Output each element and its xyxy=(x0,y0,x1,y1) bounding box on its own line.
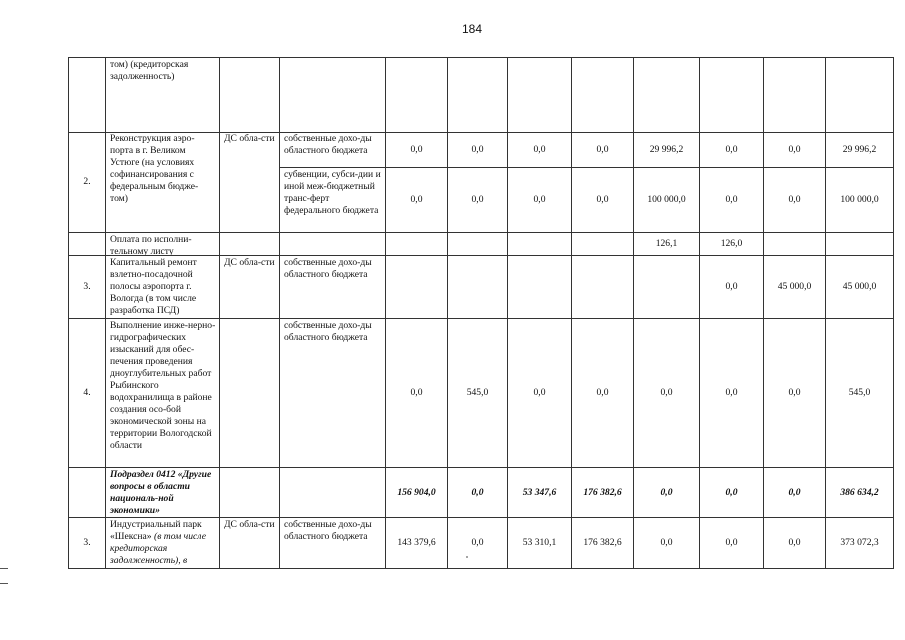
source-cell xyxy=(280,468,386,518)
page-number: 184 xyxy=(461,22,483,36)
value-cell xyxy=(508,233,572,256)
value-cell xyxy=(634,57,700,133)
value-cell: 143 379,6 xyxy=(386,518,448,569)
value-cell: 126,0 xyxy=(700,233,764,256)
value-cell xyxy=(572,256,634,319)
responsible-cell xyxy=(220,57,280,133)
value-cell xyxy=(448,256,508,319)
value-cell: 0,0 xyxy=(764,518,826,569)
event-name-cell xyxy=(106,518,220,569)
value-cell: 0,0 xyxy=(386,319,448,468)
row-number-cell: 4. xyxy=(68,319,106,468)
total-cell: 545,0 xyxy=(826,319,894,468)
value-cell xyxy=(764,233,826,256)
value-cell: 0,0 xyxy=(634,468,700,518)
event-name-main: Индустриальный парк «Шексна» xyxy=(110,519,202,542)
value-cell: 0,0 xyxy=(700,132,764,168)
responsible-cell: ДС обла-сти xyxy=(220,132,280,233)
value-cell xyxy=(448,57,508,133)
row-number-cell: 3. xyxy=(68,518,106,569)
source-cell: собственные дохо-ды областного бюджета xyxy=(280,132,386,168)
value-cell xyxy=(508,256,572,319)
value-cell: 53 347,6 xyxy=(508,468,572,518)
responsible-cell xyxy=(220,233,280,256)
total-cell: 45 000,0 xyxy=(826,256,894,319)
responsible-cell: ДС обла-сти xyxy=(220,518,280,569)
value-cell: 0,0 xyxy=(386,132,448,168)
total-cell xyxy=(826,57,894,133)
total-cell: 29 996,2 xyxy=(826,132,894,168)
event-name-italic: (в том числе кредиторская задолженность), в xyxy=(110,531,206,566)
source-cell: собственные дохо-ды областного бюджета xyxy=(280,256,386,319)
source-cell: собственные дохо-ды областного бюджета xyxy=(280,518,386,569)
responsible-cell xyxy=(220,319,280,468)
value-cell xyxy=(572,57,634,133)
value-cell: 0,0 xyxy=(448,132,508,168)
value-cell: 0,0 xyxy=(634,319,700,468)
subsection-title-cell: Подраздел 0412 «Другие вопросы в области националь-ной экономики» xyxy=(106,468,220,518)
value-cell: 0,0 xyxy=(448,518,508,569)
row-number-cell xyxy=(68,468,106,518)
total-cell: 386 634,2 xyxy=(826,468,894,518)
row-number-cell: 2. xyxy=(68,132,106,233)
value-cell: 0,0 xyxy=(386,168,448,233)
value-cell: 0,0 xyxy=(764,319,826,468)
value-cell xyxy=(700,57,764,133)
value-cell: 0,0 xyxy=(700,468,764,518)
value-cell: 176 382,6 xyxy=(572,518,634,569)
value-cell: 45 000,0 xyxy=(764,256,826,319)
value-cell: 126,1 xyxy=(634,233,700,256)
row-number-cell xyxy=(68,233,106,256)
value-cell: 0,0 xyxy=(572,319,634,468)
value-cell: 0,0 xyxy=(508,319,572,468)
value-cell: 0,0 xyxy=(634,518,700,569)
value-cell: 176 382,6 xyxy=(572,468,634,518)
scan-dot xyxy=(466,556,468,558)
value-cell xyxy=(386,57,448,133)
value-cell: 0,0 xyxy=(448,168,508,233)
value-cell xyxy=(448,233,508,256)
value-cell: 0,0 xyxy=(700,319,764,468)
responsible-cell: ДС обла-сти xyxy=(220,256,280,319)
value-cell xyxy=(634,256,700,319)
value-cell: 0,0 xyxy=(700,518,764,569)
value-cell: 0,0 xyxy=(508,168,572,233)
source-cell: субвенции, субси-дии и иной меж-бюджетный транс-ферт федерального бюджета xyxy=(280,168,386,233)
event-name-cell: Капитальный ремонт взлетно-посадочной полосы аэропорта г. Вологда (в том числе разработка ПСД) xyxy=(106,256,220,319)
value-cell: 0,0 xyxy=(508,132,572,168)
value-cell xyxy=(764,57,826,133)
value-cell: 0,0 xyxy=(448,468,508,518)
source-cell xyxy=(280,57,386,133)
responsible-cell xyxy=(220,468,280,518)
value-cell xyxy=(508,57,572,133)
value-cell: 0,0 xyxy=(764,132,826,168)
value-cell: 100 000,0 xyxy=(634,168,700,233)
source-cell xyxy=(280,233,386,256)
event-name-cell: том) (кредиторская задолженность) xyxy=(106,57,220,133)
value-cell: 545,0 xyxy=(448,319,508,468)
total-cell xyxy=(826,233,894,256)
row-number-cell xyxy=(68,57,106,133)
margin-scan-mark xyxy=(0,568,8,584)
total-cell: 100 000,0 xyxy=(826,168,894,233)
event-name-cell: Выполнение инже-нерно-гидрографических изысканий для обес-печения проведения дноуглубительных работ Рыбинского водохранилища в районе создания осо-бой экономической зоны на территории Вологодской области xyxy=(106,319,220,468)
value-cell: 0,0 xyxy=(764,168,826,233)
value-cell: 156 904,0 xyxy=(386,468,448,518)
event-name-cell: Оплата по исполни-тельному листу xyxy=(106,233,220,256)
event-name-cell: Реконструкция аэро-порта в г. Великом Устюге (на условиях софинансирования с федеральным бюдже-том) xyxy=(106,132,220,233)
value-cell: 29 996,2 xyxy=(634,132,700,168)
value-cell: 0,0 xyxy=(764,468,826,518)
value-cell: 0,0 xyxy=(572,168,634,233)
row-number-cell: 3. xyxy=(68,256,106,319)
value-cell: 0,0 xyxy=(700,256,764,319)
value-cell xyxy=(572,233,634,256)
value-cell: 0,0 xyxy=(700,168,764,233)
total-cell: 373 072,3 xyxy=(826,518,894,569)
value-cell: 53 310,1 xyxy=(508,518,572,569)
value-cell xyxy=(386,233,448,256)
value-cell: 0,0 xyxy=(572,132,634,168)
value-cell xyxy=(386,256,448,319)
source-cell: собственные дохо-ды областного бюджета xyxy=(280,319,386,468)
